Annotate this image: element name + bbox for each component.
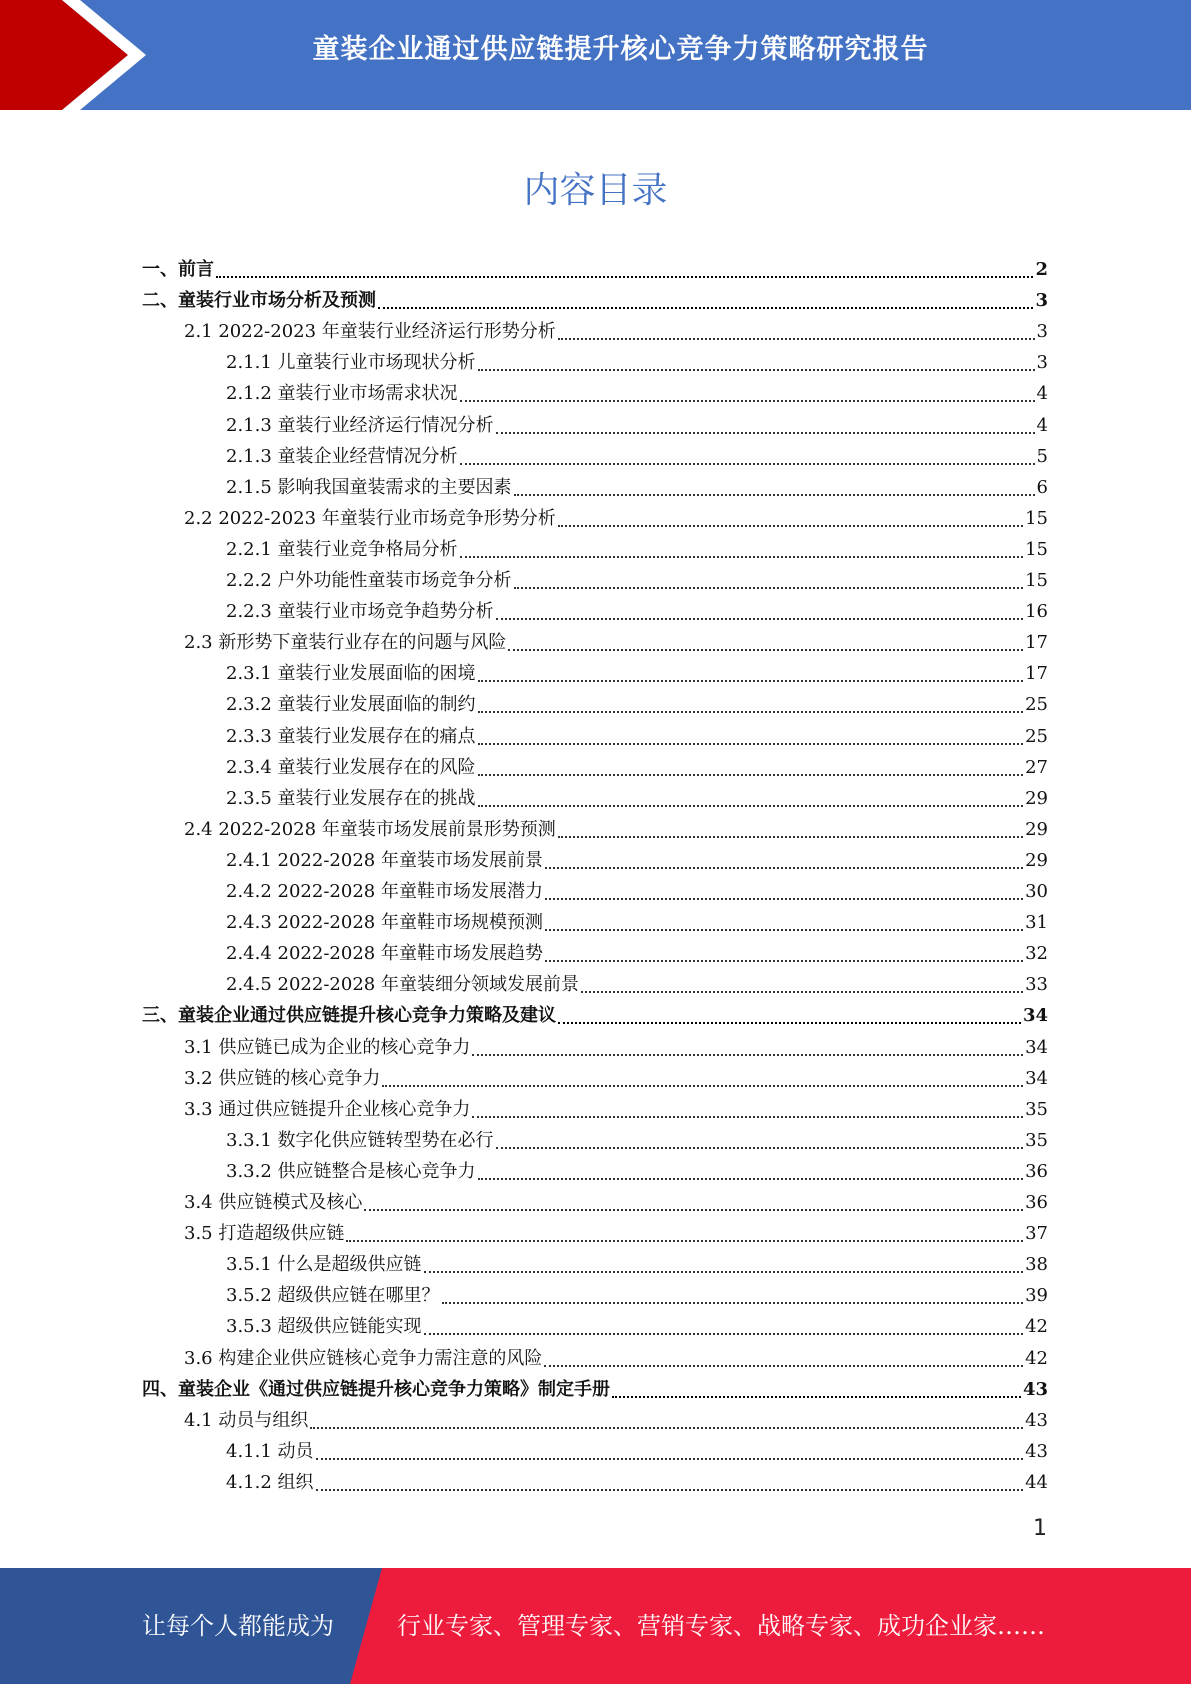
toc-entry-title: 2.2.1 童装行业竞争格局分析 bbox=[226, 539, 458, 560]
toc-heading: 内容目录 bbox=[523, 170, 668, 211]
toc-entry-title: 2.3.2 童装行业发展面临的制约 bbox=[226, 694, 476, 715]
toc-leader-dots bbox=[460, 400, 1035, 402]
toc-entry[interactable] bbox=[226, 689, 1048, 720]
toc-entry-page: 25 bbox=[1025, 726, 1048, 747]
toc-entry[interactable] bbox=[226, 938, 1048, 969]
toc-entry-page: 5 bbox=[1036, 446, 1048, 467]
toc-entry-page: 17 bbox=[1025, 663, 1048, 684]
toc-entry-title: 三、童装企业通过供应链提升核心竞争力策略及建议 bbox=[142, 1005, 556, 1026]
toc-entry[interactable] bbox=[184, 1405, 1048, 1436]
toc-leader-dots bbox=[442, 1302, 1024, 1304]
toc-entry-title: 4.1.1 动员 bbox=[226, 1441, 314, 1462]
toc-entry[interactable] bbox=[142, 1000, 1048, 1031]
toc-entry[interactable] bbox=[142, 285, 1048, 316]
toc-leader-dots bbox=[346, 1240, 1023, 1242]
toc-entry[interactable] bbox=[184, 503, 1048, 534]
toc-entry[interactable] bbox=[226, 472, 1048, 503]
toc-entry-title: 3.2 供应链的核心竞争力 bbox=[184, 1068, 381, 1089]
toc-entry[interactable] bbox=[226, 534, 1048, 565]
toc-entry[interactable] bbox=[226, 1467, 1048, 1498]
toc-entry-page: 4 bbox=[1036, 383, 1048, 404]
toc-entry-title: 2.3.3 童装行业发展存在的痛点 bbox=[226, 726, 476, 747]
report-title: 童装企业通过供应链提升核心竞争力策略研究报告 bbox=[312, 34, 929, 65]
toc-leader-dots bbox=[364, 1209, 1023, 1211]
page-number: 1 bbox=[1033, 1516, 1047, 1541]
toc-entry-title: 4.1 动员与组织 bbox=[184, 1410, 309, 1431]
toc-leader-dots bbox=[216, 276, 1033, 278]
toc-entry-title: 2.2.3 童装行业市场竞争趋势分析 bbox=[226, 601, 494, 622]
toc-leader-dots bbox=[378, 307, 1033, 309]
toc-leader-dots bbox=[478, 711, 1024, 713]
toc-entry-title: 2.3.4 童装行业发展存在的风险 bbox=[226, 757, 476, 778]
toc-leader-dots bbox=[558, 836, 1023, 838]
toc-entry[interactable] bbox=[184, 1218, 1048, 1249]
toc-entry-page: 34 bbox=[1022, 1005, 1048, 1026]
toc-entry-page: 43 bbox=[1025, 1410, 1048, 1431]
toc-leader-dots bbox=[496, 618, 1024, 620]
toc-entry-page: 31 bbox=[1025, 912, 1048, 933]
toc-entry-title: 2.1.2 童装行业市场需求状况 bbox=[226, 383, 458, 404]
toc-entry-title: 3.5.2 超级供应链在哪里？ bbox=[226, 1285, 440, 1306]
toc-leader-dots bbox=[545, 898, 1023, 900]
toc-entry-title: 2.2.2 户外功能性童装市场竞争分析 bbox=[226, 570, 512, 591]
toc-entry-title: 四、童装企业《通过供应链提升核心竞争力策略》制定手册 bbox=[142, 1379, 610, 1400]
toc-entry-title: 2.2 2022-2023 年童装行业市场竞争形势分析 bbox=[184, 508, 556, 529]
toc-entry[interactable] bbox=[142, 254, 1048, 285]
toc-entry-title: 2.4.3 2022-2028 年童鞋市场规模预测 bbox=[226, 912, 543, 933]
toc-entry-page: 38 bbox=[1025, 1254, 1048, 1275]
footer-slogan-right: 行业专家、管理专家、营销专家、战略专家、成功企业家…… bbox=[397, 1612, 1045, 1640]
toc-entry-title: 2.4.1 2022-2028 年童装市场发展前景 bbox=[226, 850, 543, 871]
toc-entry-title: 3.4 供应链模式及核心 bbox=[184, 1192, 363, 1213]
toc-entry[interactable] bbox=[226, 347, 1048, 378]
toc-entry-page: 34 bbox=[1025, 1068, 1048, 1089]
toc-entry[interactable] bbox=[184, 1094, 1048, 1125]
toc-leader-dots bbox=[424, 1333, 1024, 1335]
footer-slogan-left: 让每个人都能成为 bbox=[142, 1612, 334, 1640]
toc-entry-page: 42 bbox=[1025, 1348, 1048, 1369]
toc-entry-title: 2.1.1 儿童装行业市场现状分析 bbox=[226, 352, 476, 373]
report-footer bbox=[0, 1568, 1191, 1684]
toc-entry[interactable] bbox=[184, 1032, 1048, 1063]
toc-entry-title: 2.1.3 童装行业经济运行情况分析 bbox=[226, 415, 494, 436]
toc-entry[interactable] bbox=[184, 1343, 1048, 1374]
toc-entry-title: 3.5.3 超级供应链能实现 bbox=[226, 1316, 422, 1337]
toc-leader-dots bbox=[558, 338, 1035, 340]
toc-entry-title: 2.1.5 影响我国童装需求的主要因素 bbox=[226, 477, 512, 498]
toc-leader-dots bbox=[496, 432, 1035, 434]
toc-entry-page: 35 bbox=[1025, 1099, 1048, 1120]
toc-entry-title: 4.1.2 组织 bbox=[226, 1472, 314, 1493]
toc-entry-page: 3 bbox=[1036, 352, 1048, 373]
toc-leader-dots bbox=[316, 1458, 1024, 1460]
toc-entry-page: 2 bbox=[1035, 259, 1048, 280]
toc-leader-dots bbox=[612, 1396, 1021, 1398]
toc-entry-title: 2.3.1 童装行业发展面临的困境 bbox=[226, 663, 476, 684]
toc-entry-page: 29 bbox=[1025, 819, 1048, 840]
toc-entry[interactable] bbox=[226, 565, 1048, 596]
toc-entry-page: 17 bbox=[1025, 632, 1048, 653]
toc-entry[interactable] bbox=[226, 907, 1048, 938]
toc-leader-dots bbox=[496, 1147, 1024, 1149]
toc-entry-title: 2.1.3 童装企业经营情况分析 bbox=[226, 446, 458, 467]
toc-entry-page: 4 bbox=[1036, 415, 1048, 436]
toc-leader-dots bbox=[478, 805, 1024, 807]
toc-entry-page: 33 bbox=[1025, 974, 1048, 995]
toc-entry-title: 3.1 供应链已成为企业的核心竞争力 bbox=[184, 1037, 471, 1058]
toc-entry[interactable] bbox=[226, 876, 1048, 907]
toc-leader-dots bbox=[478, 774, 1024, 776]
toc-entry[interactable] bbox=[184, 1187, 1048, 1218]
toc-entry-title: 2.4.4 2022-2028 年童鞋市场发展趋势 bbox=[226, 943, 543, 964]
toc-entry[interactable] bbox=[226, 378, 1048, 409]
toc-entry-title: 一、前言 bbox=[142, 259, 214, 280]
toc-leader-dots bbox=[460, 463, 1035, 465]
toc-entry-page: 27 bbox=[1025, 757, 1048, 778]
toc-entry-page: 39 bbox=[1025, 1285, 1048, 1306]
toc-leader-dots bbox=[478, 369, 1035, 371]
toc-entry[interactable] bbox=[226, 1280, 1048, 1311]
toc-leader-dots bbox=[558, 1022, 1021, 1024]
toc-entry[interactable] bbox=[226, 752, 1048, 783]
toc-entry[interactable] bbox=[226, 596, 1048, 627]
toc-leader-dots bbox=[472, 1054, 1023, 1056]
toc-leader-dots bbox=[508, 649, 1023, 651]
toc-entry[interactable] bbox=[226, 1156, 1048, 1187]
toc-entry-page: 29 bbox=[1025, 850, 1048, 871]
toc-entry-title: 3.6 构建企业供应链核心竞争力需注意的风险 bbox=[184, 1348, 543, 1369]
toc-entry[interactable] bbox=[226, 969, 1048, 1000]
toc-entry-page: 3 bbox=[1036, 321, 1048, 342]
toc-entry[interactable] bbox=[184, 316, 1048, 347]
toc-entry-page: 36 bbox=[1025, 1192, 1048, 1213]
toc-entry[interactable] bbox=[226, 441, 1048, 472]
toc-entry[interactable] bbox=[226, 1125, 1048, 1156]
toc-entry-page: 42 bbox=[1025, 1316, 1048, 1337]
toc-leader-dots bbox=[472, 1116, 1023, 1118]
toc-entry-page: 6 bbox=[1036, 477, 1048, 498]
toc-entry-title: 3.5 打造超级供应链 bbox=[184, 1223, 345, 1244]
toc-entry-page: 15 bbox=[1025, 539, 1048, 560]
toc-leader-dots bbox=[545, 929, 1023, 931]
toc-leader-dots bbox=[382, 1085, 1023, 1087]
toc-entry-page: 34 bbox=[1025, 1037, 1048, 1058]
toc-entry-page: 44 bbox=[1025, 1472, 1048, 1493]
toc-entry-title: 3.3.2 供应链整合是核心竞争力 bbox=[226, 1161, 476, 1182]
toc-entry-page: 30 bbox=[1025, 881, 1048, 902]
toc-entry[interactable] bbox=[226, 845, 1048, 876]
toc-entry[interactable] bbox=[226, 658, 1048, 689]
toc-entry[interactable] bbox=[226, 1311, 1048, 1342]
toc-entry[interactable] bbox=[184, 627, 1048, 658]
toc-entry-page: 35 bbox=[1025, 1130, 1048, 1151]
toc-entry-page: 25 bbox=[1025, 694, 1048, 715]
toc-entry-title: 2.1 2022-2023 年童装行业经济运行形势分析 bbox=[184, 321, 556, 342]
toc-entry-title: 2.4 2022-2028 年童装市场发展前景形势预测 bbox=[184, 819, 556, 840]
toc-entry-page: 3 bbox=[1035, 290, 1048, 311]
toc-entry-page: 15 bbox=[1025, 570, 1048, 591]
toc-leader-dots bbox=[514, 587, 1024, 589]
report-header bbox=[0, 0, 1191, 110]
toc-leader-dots bbox=[316, 1489, 1024, 1491]
toc-entry-page: 36 bbox=[1025, 1161, 1048, 1182]
toc-entry-page: 15 bbox=[1025, 508, 1048, 529]
toc-entry-title: 2.3.5 童装行业发展存在的挑战 bbox=[226, 788, 476, 809]
toc-entry-page: 16 bbox=[1025, 601, 1048, 622]
toc-entry[interactable] bbox=[226, 410, 1048, 441]
toc-leader-dots bbox=[460, 556, 1024, 558]
toc-entry[interactable] bbox=[226, 1249, 1048, 1280]
toc-entry-page: 29 bbox=[1025, 788, 1048, 809]
toc-leader-dots bbox=[544, 1365, 1023, 1367]
toc-entry[interactable] bbox=[226, 783, 1048, 814]
toc-leader-dots bbox=[424, 1271, 1024, 1273]
toc-entry-title: 3.5.1 什么是超级供应链 bbox=[226, 1254, 422, 1275]
toc-entry[interactable] bbox=[226, 721, 1048, 752]
toc-entry[interactable] bbox=[184, 814, 1048, 845]
toc-entry-page: 43 bbox=[1022, 1379, 1048, 1400]
toc-entry-title: 2.4.5 2022-2028 年童装细分领域发展前景 bbox=[226, 974, 579, 995]
toc-leader-dots bbox=[514, 494, 1035, 496]
toc-leader-dots bbox=[310, 1427, 1023, 1429]
toc-entry-page: 43 bbox=[1025, 1441, 1048, 1462]
toc-leader-dots bbox=[478, 743, 1024, 745]
toc-entry-title: 二、童装行业市场分析及预测 bbox=[142, 290, 376, 311]
toc-entry[interactable] bbox=[226, 1436, 1048, 1467]
toc-leader-dots bbox=[478, 1178, 1024, 1180]
toc-entry-title: 3.3 通过供应链提升企业核心竞争力 bbox=[184, 1099, 471, 1120]
toc-entry-title: 2.3 新形势下童装行业存在的问题与风险 bbox=[184, 632, 507, 653]
toc-entry-page: 37 bbox=[1025, 1223, 1048, 1244]
toc-entry-page: 32 bbox=[1025, 943, 1048, 964]
toc-leader-dots bbox=[558, 525, 1023, 527]
toc-leader-dots bbox=[545, 867, 1023, 869]
toc-entry-title: 3.3.1 数字化供应链转型势在必行 bbox=[226, 1130, 494, 1151]
toc-entry-title: 2.4.2 2022-2028 年童鞋市场发展潜力 bbox=[226, 881, 543, 902]
toc-leader-dots bbox=[545, 960, 1023, 962]
toc-leader-dots bbox=[581, 991, 1023, 993]
toc-entry[interactable] bbox=[184, 1063, 1048, 1094]
toc-entry[interactable] bbox=[142, 1374, 1048, 1405]
toc-leader-dots bbox=[478, 680, 1024, 682]
